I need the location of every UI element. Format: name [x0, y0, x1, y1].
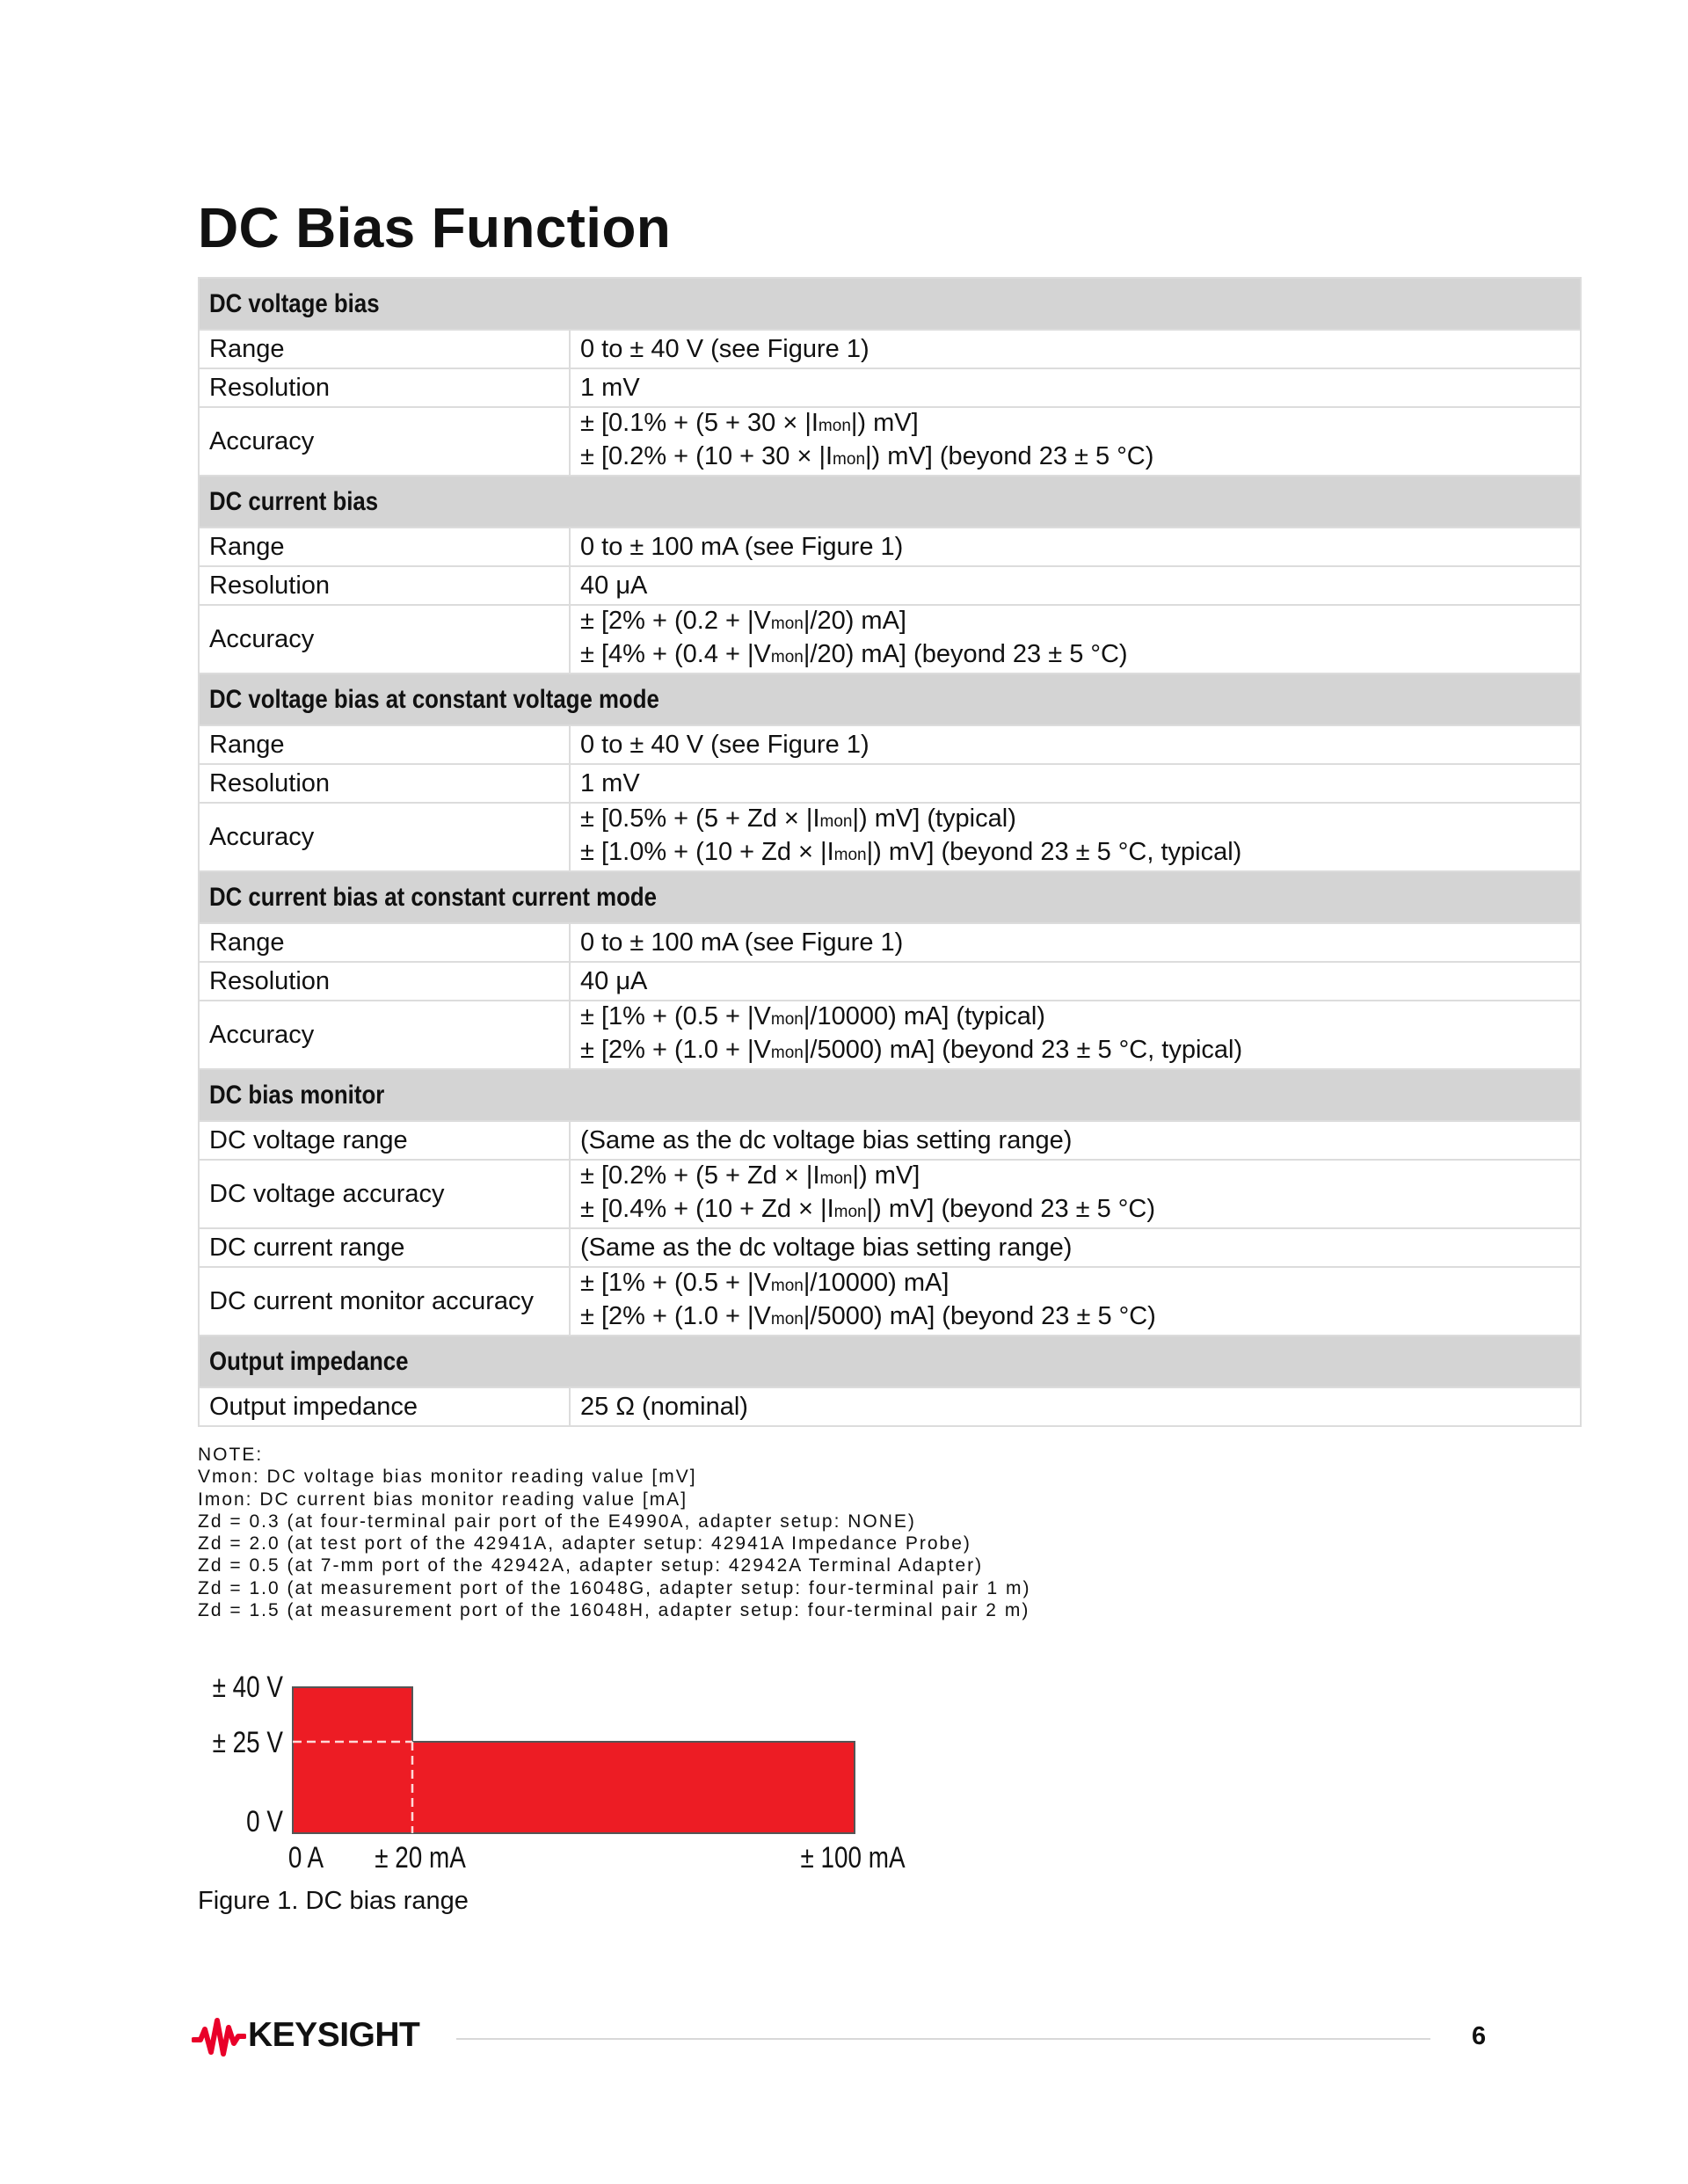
- spec-value: [570, 528, 1581, 566]
- section-heading-cell: [199, 871, 1581, 923]
- section-header-row: [199, 1069, 1581, 1121]
- section-heading: DC voltage bias: [209, 288, 380, 318]
- spec-label: Resolution: [199, 368, 570, 407]
- value-text: |) mV] (beyond 23 ± 5 °C, typical): [866, 838, 1242, 866]
- spec-label: Resolution: [199, 962, 570, 1001]
- spec-row: [199, 528, 1581, 566]
- spec-value-line: [580, 837, 1570, 870]
- spec-table: [198, 277, 1582, 1427]
- spec-value: [570, 368, 1581, 407]
- spec-row: [199, 407, 1581, 476]
- value-text: 0 to ± 100 mA (see Figure 1): [580, 533, 904, 561]
- value-text: 0 to ± 40 V (see Figure 1): [580, 335, 869, 363]
- note-line: Zd = 2.0 (at test port of the 42941A, adapter setup: 42941A Impedance Probe): [198, 1533, 971, 1554]
- spec-value: [570, 923, 1581, 962]
- value-text: 0 to ± 40 V (see Figure 1): [580, 731, 869, 759]
- spec-row: [199, 1001, 1581, 1069]
- spec-label: DC current range: [199, 1228, 570, 1267]
- note-line: Imon: DC current bias monitor reading value [mA]: [198, 1489, 688, 1510]
- spec-value-line: [580, 1194, 1570, 1227]
- spec-label: Resolution: [199, 764, 570, 803]
- spec-value-line: [580, 1301, 1570, 1335]
- value-text: (Same as the dc voltage bias setting range): [580, 1234, 1073, 1262]
- spec-row: [199, 923, 1581, 962]
- spec-value-line: [580, 1161, 1570, 1194]
- spec-value-line: [580, 1392, 1570, 1422]
- subscript-text: mon: [819, 1169, 853, 1188]
- spec-label: Accuracy: [199, 1001, 570, 1069]
- subscript-text: mon: [770, 648, 804, 666]
- spec-row: [199, 1387, 1581, 1426]
- spec-value: [570, 1228, 1581, 1267]
- spec-value-line: [580, 408, 1570, 441]
- value-text: |/20) mA] (beyond 23 ± 5 °C): [803, 640, 1128, 668]
- value-text: (Same as the dc voltage bias setting range): [580, 1126, 1073, 1154]
- spec-value: [570, 1387, 1581, 1426]
- spec-row: [199, 1121, 1581, 1160]
- subscript-text: mon: [833, 846, 867, 864]
- value-text: ± [2% + (1.0 + |V: [580, 1036, 771, 1064]
- spec-label: Accuracy: [199, 407, 570, 476]
- value-text: |/5000) mA] (beyond 23 ± 5 °C, typical): [803, 1036, 1243, 1064]
- spec-value-line: [580, 639, 1570, 673]
- spec-value: [570, 330, 1581, 368]
- value-text: 25 Ω (nominal): [580, 1393, 748, 1421]
- section-heading-cell: [199, 1069, 1581, 1121]
- value-text: 1 mV: [580, 374, 640, 402]
- note-line: Zd = 1.0 (at measurement port of the 16048G, adapter setup: four-terminal pair 1 m): [198, 1577, 1031, 1598]
- spec-label: Range: [199, 330, 570, 368]
- spec-row: [199, 566, 1581, 605]
- value-text: ± [1% + (0.5 + |V: [580, 1002, 771, 1030]
- value-text: |/10000) mA] (typical): [803, 1002, 1045, 1030]
- section-heading: Output impedance: [209, 1346, 409, 1376]
- spec-row: [199, 1160, 1581, 1228]
- value-text: 0 to ± 100 mA (see Figure 1): [580, 928, 904, 957]
- subscript-text: mon: [770, 1277, 804, 1295]
- value-text: |) mV] (beyond 23 ± 5 °C): [866, 1195, 1155, 1223]
- value-text: |) mV]: [850, 409, 919, 437]
- brand-logo-text: KEYSIGHT: [248, 2016, 420, 2054]
- spec-label: Accuracy: [199, 803, 570, 871]
- spec-value: [570, 803, 1581, 871]
- value-text: |) mV] (typical): [852, 804, 1016, 833]
- note-line: Zd = 1.5 (at measurement port of the 16048H, adapter setup: four-terminal pair 2 m): [198, 1600, 1030, 1621]
- value-text: |/5000) mA] (beyond 23 ± 5 °C): [803, 1302, 1156, 1330]
- spec-value-line: [580, 730, 1570, 760]
- value-text: ± [0.5% + (5 + Zd × |I: [580, 804, 820, 833]
- spec-value: [570, 1160, 1581, 1228]
- spec-value-line: [580, 1001, 1570, 1035]
- value-text: 40 μA: [580, 571, 648, 600]
- value-text: |/20) mA]: [803, 607, 906, 635]
- x-label-0a: 0 A: [287, 1840, 324, 1875]
- subscript-text: mon: [833, 450, 866, 469]
- spec-value: [570, 1121, 1581, 1160]
- section-header-row: [199, 673, 1581, 725]
- subscript-text: mon: [819, 812, 853, 831]
- section-heading-cell: [199, 476, 1581, 528]
- spec-label: DC voltage accuracy: [199, 1160, 570, 1228]
- page-title: DC Bias Function: [198, 196, 672, 259]
- note-line: Vmon: DC voltage bias monitor reading value [mV]: [198, 1467, 697, 1488]
- spec-row: [199, 368, 1581, 407]
- section-heading: DC voltage bias at constant voltage mode: [209, 684, 659, 714]
- spec-value: [570, 1267, 1581, 1336]
- spec-value-line: [580, 571, 1570, 601]
- spec-value: [570, 605, 1581, 673]
- keysight-wave-icon: [192, 2013, 246, 2061]
- section-heading-cell: [199, 1336, 1581, 1387]
- spec-label: Accuracy: [199, 605, 570, 673]
- spec-value-line: [580, 768, 1570, 798]
- section-header-row: [199, 1336, 1581, 1387]
- spec-row: [199, 1267, 1581, 1336]
- spec-label: Range: [199, 528, 570, 566]
- subscript-text: mon: [770, 615, 804, 633]
- spec-value-line: [580, 928, 1570, 957]
- figure-caption: Figure 1. DC bias range: [198, 1887, 469, 1915]
- spec-value-line: [580, 1268, 1570, 1301]
- y-label-40v: ± 40 V: [212, 1670, 283, 1704]
- value-text: ± [0.4% + (10 + Zd × |I: [580, 1195, 834, 1223]
- subscript-text: mon: [770, 1310, 804, 1329]
- spec-value-line: [580, 373, 1570, 403]
- value-text: ± [2% + (0.2 + |V: [580, 607, 771, 635]
- bias-region-fill: [293, 1687, 855, 1833]
- spec-label: DC current monitor accuracy: [199, 1267, 570, 1336]
- value-text: ± [0.1% + (5 + 30 × |I: [580, 409, 819, 437]
- page-number: 6: [1472, 2022, 1487, 2050]
- spec-value-line: [580, 606, 1570, 639]
- spec-value: [570, 1001, 1581, 1069]
- spec-value: [570, 566, 1581, 605]
- spec-row: [199, 605, 1581, 673]
- subscript-text: mon: [770, 1044, 804, 1062]
- bias-region: [293, 1687, 855, 1833]
- x-label-20ma: ± 20 mA: [375, 1840, 466, 1875]
- spec-value-line: [580, 441, 1570, 475]
- section-header-row: [199, 278, 1581, 330]
- x-label-100ma: ± 100 mA: [800, 1840, 906, 1875]
- spec-row: [199, 1228, 1581, 1267]
- y-label-25v: ± 25 V: [212, 1725, 283, 1759]
- section-heading: DC bias monitor: [209, 1080, 385, 1110]
- value-text: ± [0.2% + (10 + 30 × |I: [580, 442, 833, 470]
- value-text: 40 μA: [580, 967, 648, 995]
- section-heading: DC current bias at constant current mode: [209, 882, 657, 912]
- section-heading-cell: [199, 278, 1581, 330]
- spec-label: DC voltage range: [199, 1121, 570, 1160]
- spec-row: [199, 330, 1581, 368]
- spec-value-line: [580, 1035, 1570, 1068]
- value-text: |) mV]: [852, 1161, 920, 1190]
- footer-divider: [456, 2038, 1430, 2040]
- spec-label: Output impedance: [199, 1387, 570, 1426]
- spec-value: [570, 962, 1581, 1001]
- y-label-0v: 0 V: [246, 1804, 283, 1838]
- spec-value: [570, 764, 1581, 803]
- value-text: ± [4% + (0.4 + |V: [580, 640, 771, 668]
- value-text: 1 mV: [580, 769, 640, 797]
- spec-row: [199, 962, 1581, 1001]
- spec-value-line: [580, 1125, 1570, 1155]
- subscript-text: mon: [833, 1203, 867, 1221]
- spec-value-line: [580, 966, 1570, 996]
- spec-label: Range: [199, 725, 570, 764]
- notes: [198, 1444, 1030, 1621]
- note-heading: NOTE:: [198, 1445, 264, 1465]
- value-text: ± [2% + (1.0 + |V: [580, 1302, 771, 1330]
- spec-value: [570, 725, 1581, 764]
- spec-label: Range: [199, 923, 570, 962]
- value-text: ± [1.0% + (10 + Zd × |I: [580, 838, 834, 866]
- spec-label: Resolution: [199, 566, 570, 605]
- subscript-text: mon: [818, 417, 851, 435]
- section-heading: DC current bias: [209, 486, 379, 516]
- spec-row: [199, 725, 1581, 764]
- section-header-row: [199, 476, 1581, 528]
- spec-value: [570, 407, 1581, 476]
- value-text: |) mV] (beyond 23 ± 5 °C): [865, 442, 1154, 470]
- section-header-row: [199, 871, 1581, 923]
- value-text: |/10000) mA]: [803, 1269, 950, 1297]
- spec-value-line: [580, 532, 1570, 562]
- value-text: ± [1% + (0.5 + |V: [580, 1269, 771, 1297]
- note-line: Zd = 0.5 (at 7-mm port of the 42942A, adapter setup: 42942A Terminal Adapter): [198, 1555, 984, 1576]
- value-text: ± [0.2% + (5 + Zd × |I: [580, 1161, 820, 1190]
- spec-value-line: [580, 1233, 1570, 1263]
- spec-value-line: [580, 334, 1570, 364]
- section-heading-cell: [199, 673, 1581, 725]
- spec-value-line: [580, 804, 1570, 837]
- subscript-text: mon: [770, 1010, 804, 1029]
- spec-row: [199, 764, 1581, 803]
- note-line: Zd = 0.3 (at four-terminal pair port of the E4990A, adapter setup: NONE): [198, 1511, 916, 1532]
- spec-row: [199, 803, 1581, 871]
